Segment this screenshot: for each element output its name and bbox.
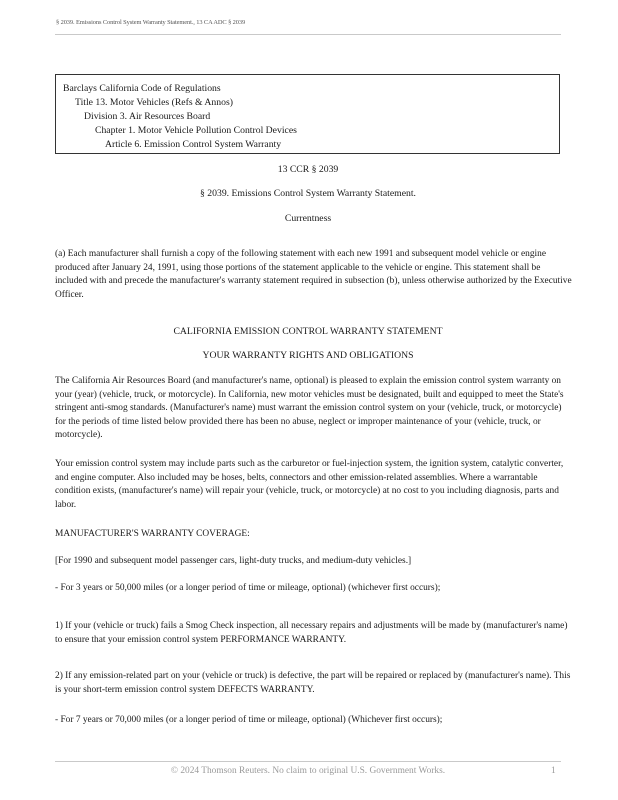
breadcrumb-division[interactable]: Division 3. Air Resources Board [84,111,211,122]
breadcrumb-chapter[interactable]: Chapter 1. Motor Vehicle Pollution Control Devices [95,125,297,136]
coverage-heading: MANUFACTURER'S WARRANTY COVERAGE: [55,529,250,539]
regulation-code: 13 CCR § 2039 [277,164,339,175]
paragraph-intro: The California Air Resources Board (and manufacturer's name, optional) is pleased to explain the emission control system warranty on your (year) (vehicle, truck, or motorcycle). In California, new motor vehicles must be designated, built and equipped to meet the State's stringent anti-smog standards. (Manufacturer's name) must warrant the emission control system on your (vehicle, truck, or motorcycle) for the periods of time listed below provided there has been no abuse, neglect or improper maintenance of your (vehicle, truck, or motorcycle). [55,376,564,440]
breadcrumb-box [55,74,560,154]
statement-heading: CALIFORNIA EMISSION CONTROL WARRANTY STATEMENT [173,326,443,337]
header-divider [55,34,561,35]
running-header: § 2039. Emissions Control System Warranty Statement., 13 CA ADC § 2039 [56,19,246,26]
page-number: 1 [551,766,556,776]
paragraph-a: (a) Each manufacturer shall furnish a copy of the following statement with each new 1991 and subsequent model vehicle or engine produced after January 24, 1991, using those portions of the statement applicable to the vehicle or engine. This statement shall be included with and precede the manufacturer's warranty statement required in subsection (b), unless otherwise authorized by the Executive Officer. [55,249,572,300]
breadcrumb-article[interactable]: Article 6. Emission Control System Warranty [105,139,282,150]
breadcrumb-title[interactable]: Title 13. Motor Vehicles (Refs & Annos) [75,97,233,108]
coverage-term-7yr: - For 7 years or 70,000 miles (or a longer period of time or mileage, optional) (Whichever first occurs); [55,715,443,725]
coverage-item-2: 2) If any emission-related part on your (vehicle or truck) is defective, the part will be repaired or replaced by (manufacturer's name). This is your short-term emission control system DEFECTS WARRANTY. [55,671,571,695]
coverage-item-1: 1) If your (vehicle or truck) fails a Smog Check inspection, all necessary repairs and adjustments will be made by (manufacturer's name) to ensure that your emission control system PERFORMANCE WARRANTY. [55,621,568,645]
rights-heading: YOUR WARRANTY RIGHTS AND OBLIGATIONS [202,350,414,361]
copyright-notice: © 2024 Thomson Reuters. No claim to original U.S. Government Works. [170,766,446,776]
section-title: § 2039. Emissions Control System Warranty Statement. [200,188,416,199]
footer-divider [55,761,561,762]
coverage-term-3yr: - For 3 years or 50,000 miles (or a longer period of time or mileage, optional) (whichever first occurs); [55,583,441,593]
coverage-note: [For 1990 and subsequent model passenger cars, light-duty trucks, and medium-duty vehicles.] [55,556,412,566]
paragraph-parts: Your emission control system may include parts such as the carburetor or fuel-injection system, the ignition system, catalytic converter, and engine computer. Also included may be hoses, belts, connectors and other emission-related assemblies. Where a warrantable condition exists, (manufacturer's name) will repair your (vehicle, truck, or motorcycle) at no cost to you including diagnosis, parts and labor. [55,459,564,510]
currentness-link[interactable]: Currentness [284,213,332,224]
breadcrumb-code[interactable]: Barclays California Code of Regulations [63,83,221,94]
